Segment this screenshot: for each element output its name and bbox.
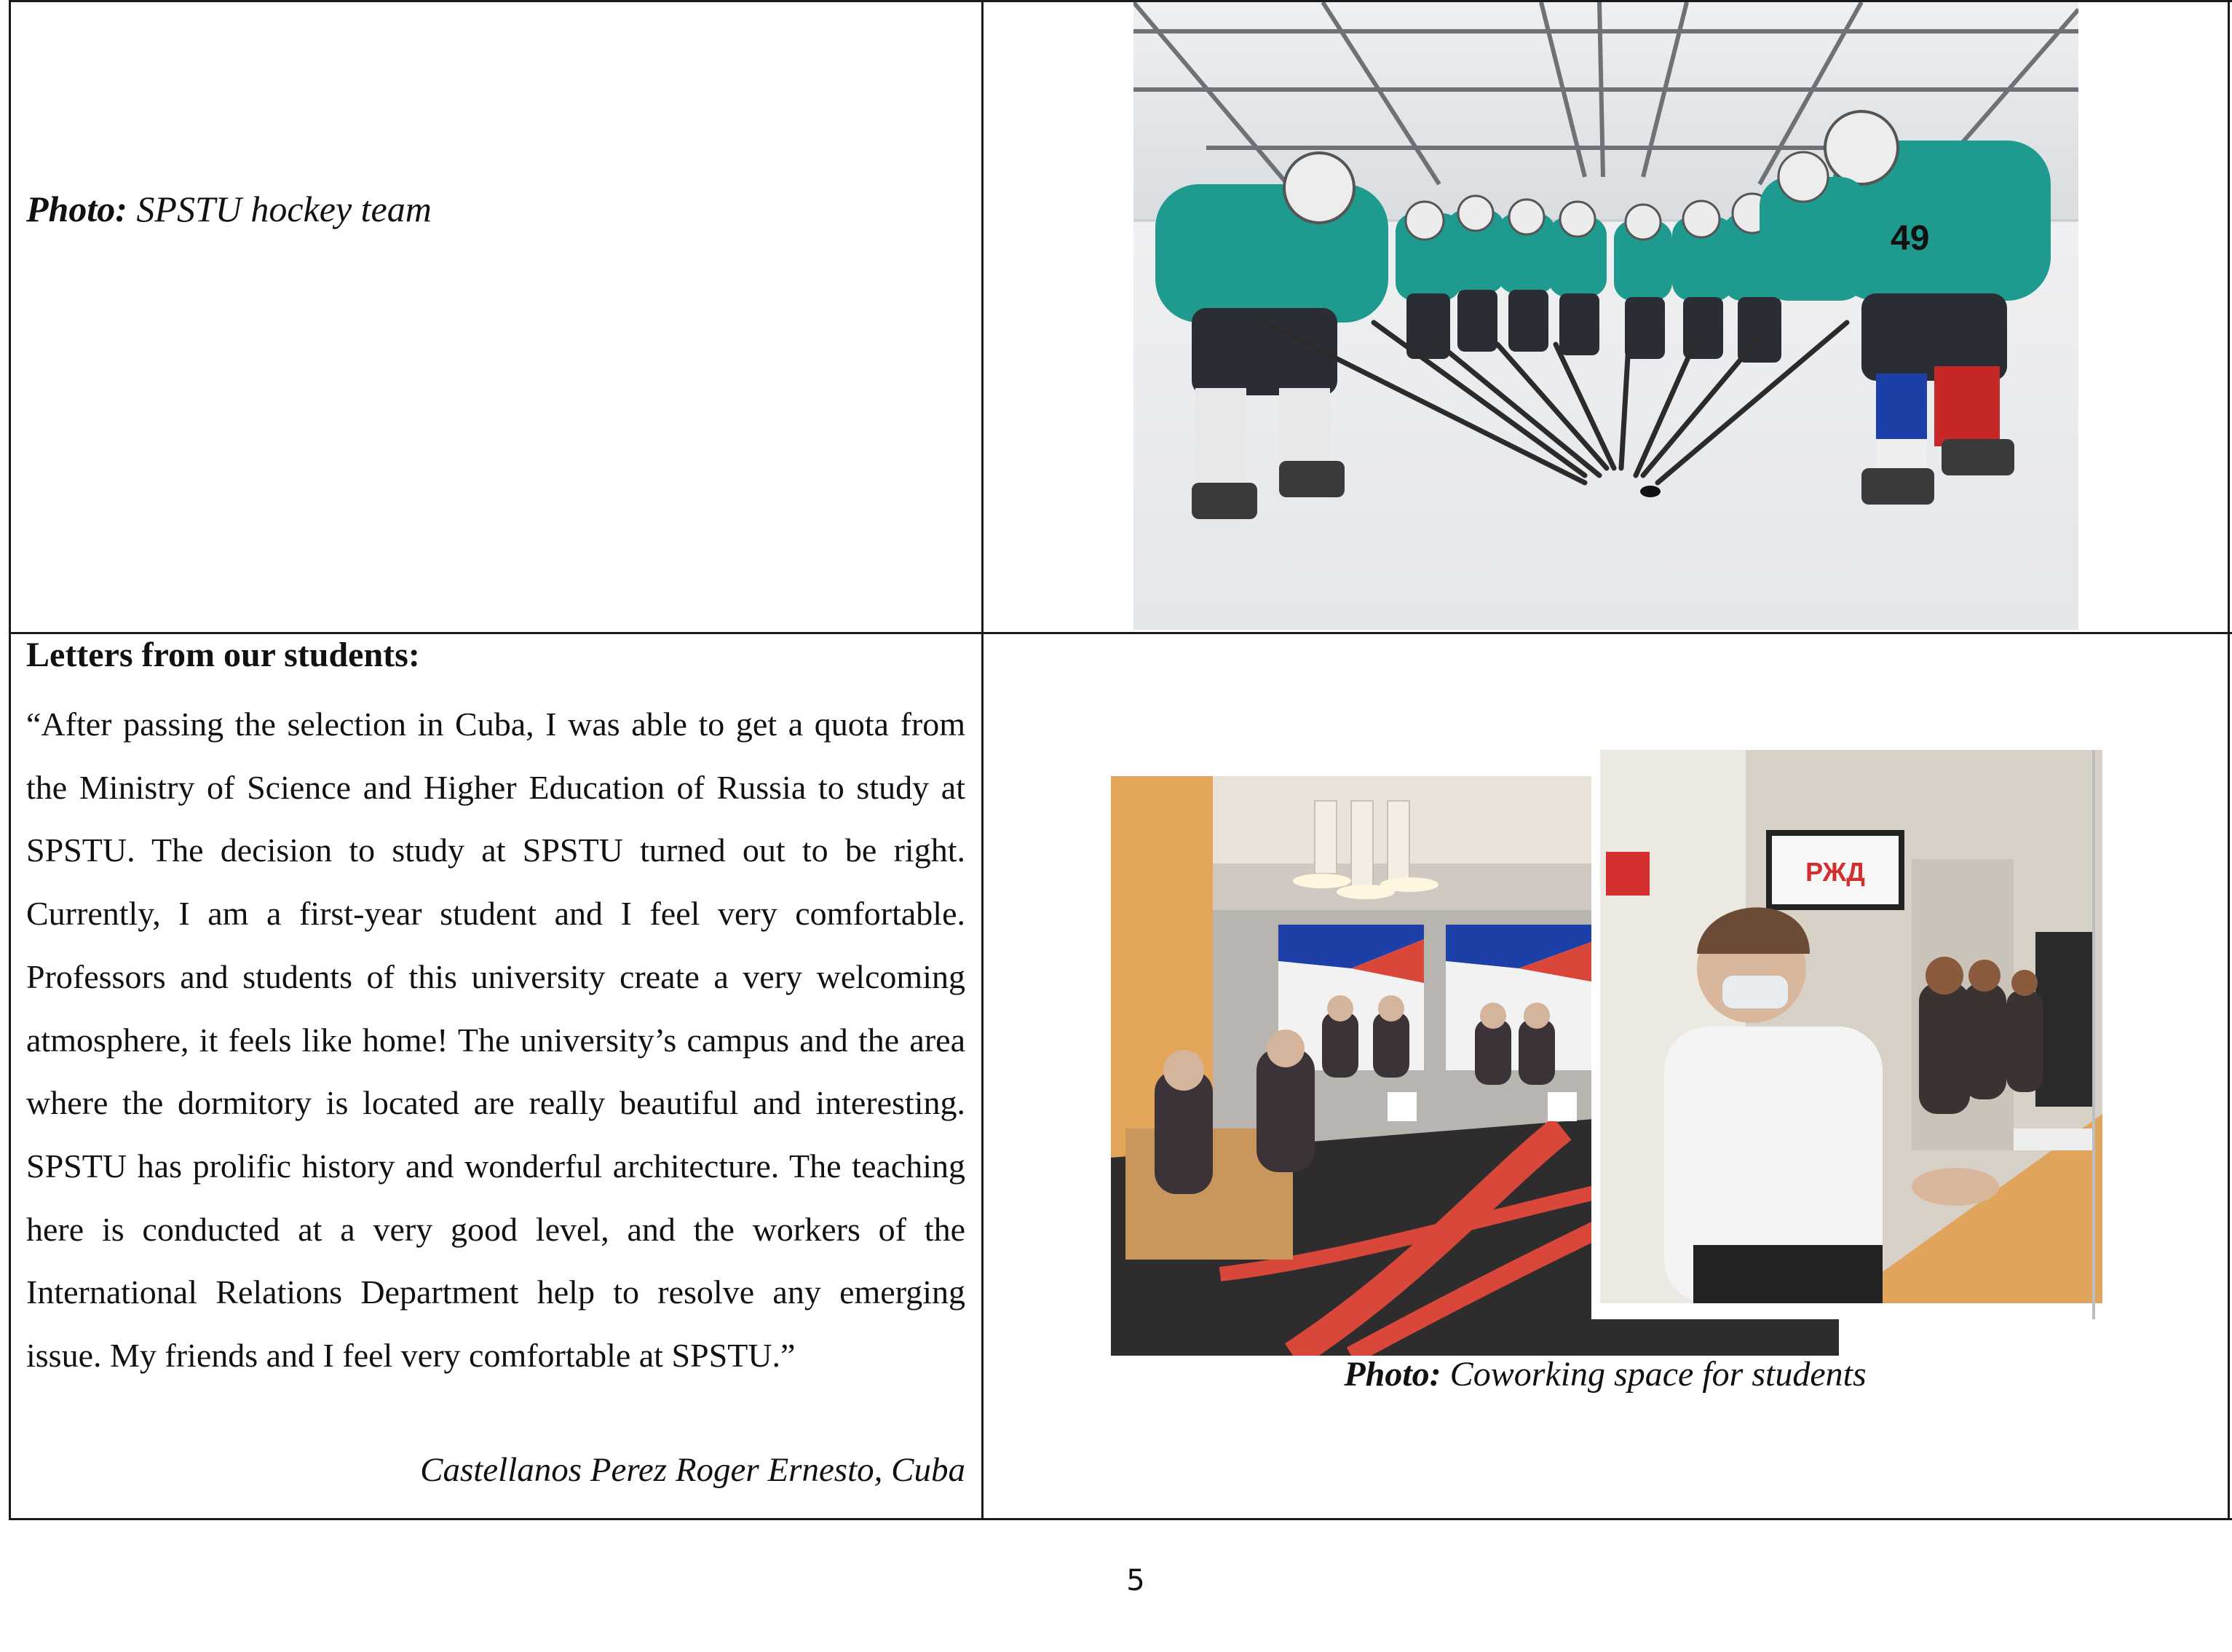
table-border-left bbox=[9, 0, 11, 1520]
coworking-photo-caption bbox=[983, 1354, 2228, 1394]
letters-heading: Letters from our students: bbox=[26, 636, 420, 674]
coworking-space-photo bbox=[1111, 750, 2102, 1356]
student-letter-text: “After passing the selection in Cuba, I was able to get a quota from the Ministry of Science and Higher Education of Russia to study at SPSTU. The decision to study at SPSTU turned out to be right. Currently, I am a first-year student and I feel very comfortable. Professors and students of this university create a very welcoming atmosphere, it feels like home! The university’s campus and the area where the dormitory is located are really beautiful and interesting. SPSTU has prolific history and wonderful architecture. The teaching here is conducted at a very good level, and the workers of the International Relations Department help to resolve any emerging issue. My friends and I feel very comfortable at SPSTU.” bbox=[26, 706, 965, 1375]
letter-signature: Castellanos Perez Roger Ernesto, Cuba bbox=[420, 1451, 965, 1489]
jersey-number: 49 bbox=[1891, 219, 1930, 258]
page-number: 5 bbox=[1126, 1564, 1145, 1597]
table-column-divider bbox=[981, 0, 984, 1520]
hockey-caption-label: Photo: bbox=[26, 189, 127, 229]
hockey-photo-caption bbox=[26, 188, 432, 230]
hockey-team-photo bbox=[1133, 2, 2078, 630]
table-row-divider bbox=[9, 632, 2232, 634]
cowork-caption-label: Photo: bbox=[1344, 1355, 1441, 1394]
table-border-right bbox=[2228, 0, 2230, 1520]
table-border-bottom bbox=[9, 1518, 2232, 1520]
cowork-caption-text: Coworking space for students bbox=[1449, 1355, 1867, 1394]
screen-logo: РЖД bbox=[1805, 857, 1865, 887]
hockey-caption-text: SPSTU hockey team bbox=[136, 189, 432, 229]
